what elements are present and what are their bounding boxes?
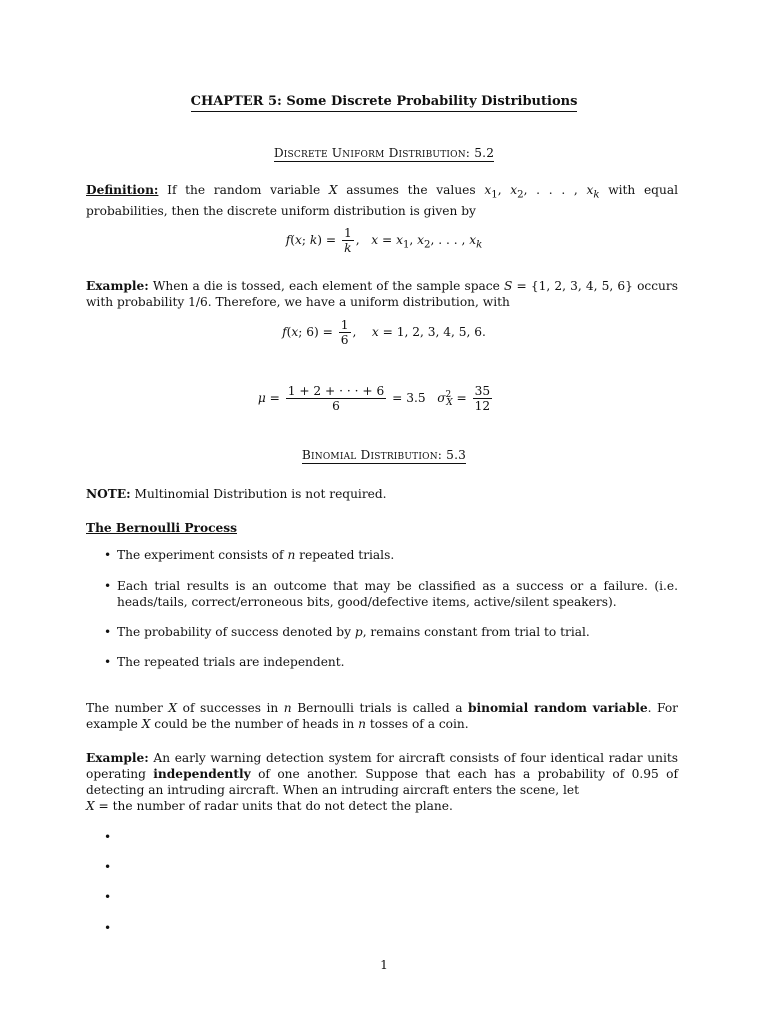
- list-item: [104, 654, 678, 670]
- example-label: Example:: [86, 751, 149, 765]
- example-die-paragraph: Example: When a die is tossed, each element of the sample space S = {1, 2, 3, 4, 5, 6} occurs with probability 1/6. Therefore, we have a uniform distribution, with: [86, 279, 678, 309]
- chapter-title: CHAPTER 5: Some Discrete Probability Distributions: [0, 94, 768, 109]
- note-paragraph: [86, 486, 678, 502]
- note-label: NOTE:: [86, 487, 131, 501]
- binomial-definition-paragraph: The number X of successes in n Bernoulli trials is called a binomial random variable. For example X could be the number of heads in n tosses of a coin.: [86, 701, 678, 731]
- bernoulli-heading: The Bernoulli Process: [86, 521, 237, 535]
- empty-bullet: •: [104, 830, 112, 844]
- empty-bullet: •: [104, 921, 112, 935]
- equation-die-pmf: f(x; 6) = $\frac{1}{6}$ , x = 1, 2, 3, 4, 5, 6.: [282, 318, 486, 347]
- bullet-icon: •: [104, 548, 112, 562]
- list-item: [104, 547, 678, 563]
- note-text: Multinomial Distribution is not required.: [134, 487, 387, 501]
- page-number: 1: [380, 958, 388, 972]
- bullet-text: The repeated trials are independent.: [117, 655, 345, 669]
- section-heading-binomial: Binomial Distribution: 5.3: [301, 448, 467, 462]
- definition-label: Definition:: [86, 183, 159, 197]
- bullet-text: The experiment consists of n repeated trials.: [117, 548, 395, 562]
- example-radar-paragraph: Example: An early warning detection system for aircraft consists of four identical radar units operating independently of one another. Suppose that each has a probability of 0.95 of detecting an intruding aircraft. When an intruding aircraft enters the scene, let X = the number of radar units that do not detect the plane.: [86, 751, 678, 813]
- bullet-text: Each trial results is an outcome that may be classified as a success or a failure. (i.e. heads/tails, correct/erroneous bits, good/defective items, active/silent speakers).: [117, 579, 678, 609]
- section-heading-uniform: Discrete Uniform Distribution: 5.2: [273, 146, 495, 160]
- example-label: Example:: [86, 279, 149, 293]
- bullet-text: The probability of success denoted by p, remains constant from trial to trial.: [117, 625, 590, 639]
- bullet-icon: •: [104, 655, 112, 669]
- list-item: [104, 624, 678, 640]
- bullet-icon: •: [104, 579, 112, 593]
- definition-paragraph: Definition: If the random variable X assumes the values $x_1$, $x_2$, . . . , $x_k$ with equal probabilities, then the discrete uniform distribution is given by: [86, 183, 678, 219]
- equation-uniform-pmf: f(x; k) = $\frac{1}{k}$ , $x = x_1$, $x_2$, . . . , $x_k$: [285, 226, 483, 255]
- list-item: [104, 578, 678, 610]
- bullet-icon: •: [104, 625, 112, 639]
- equation-mean-variance: μ = $\frac{1 + 2 + \cdot \cdot \cdot + 6}{6}$ = 3.5 $\sigma^2_X$ = $\frac{35}{12}$: [257, 384, 491, 413]
- empty-bullet: •: [104, 860, 112, 874]
- empty-bullet: •: [104, 890, 112, 904]
